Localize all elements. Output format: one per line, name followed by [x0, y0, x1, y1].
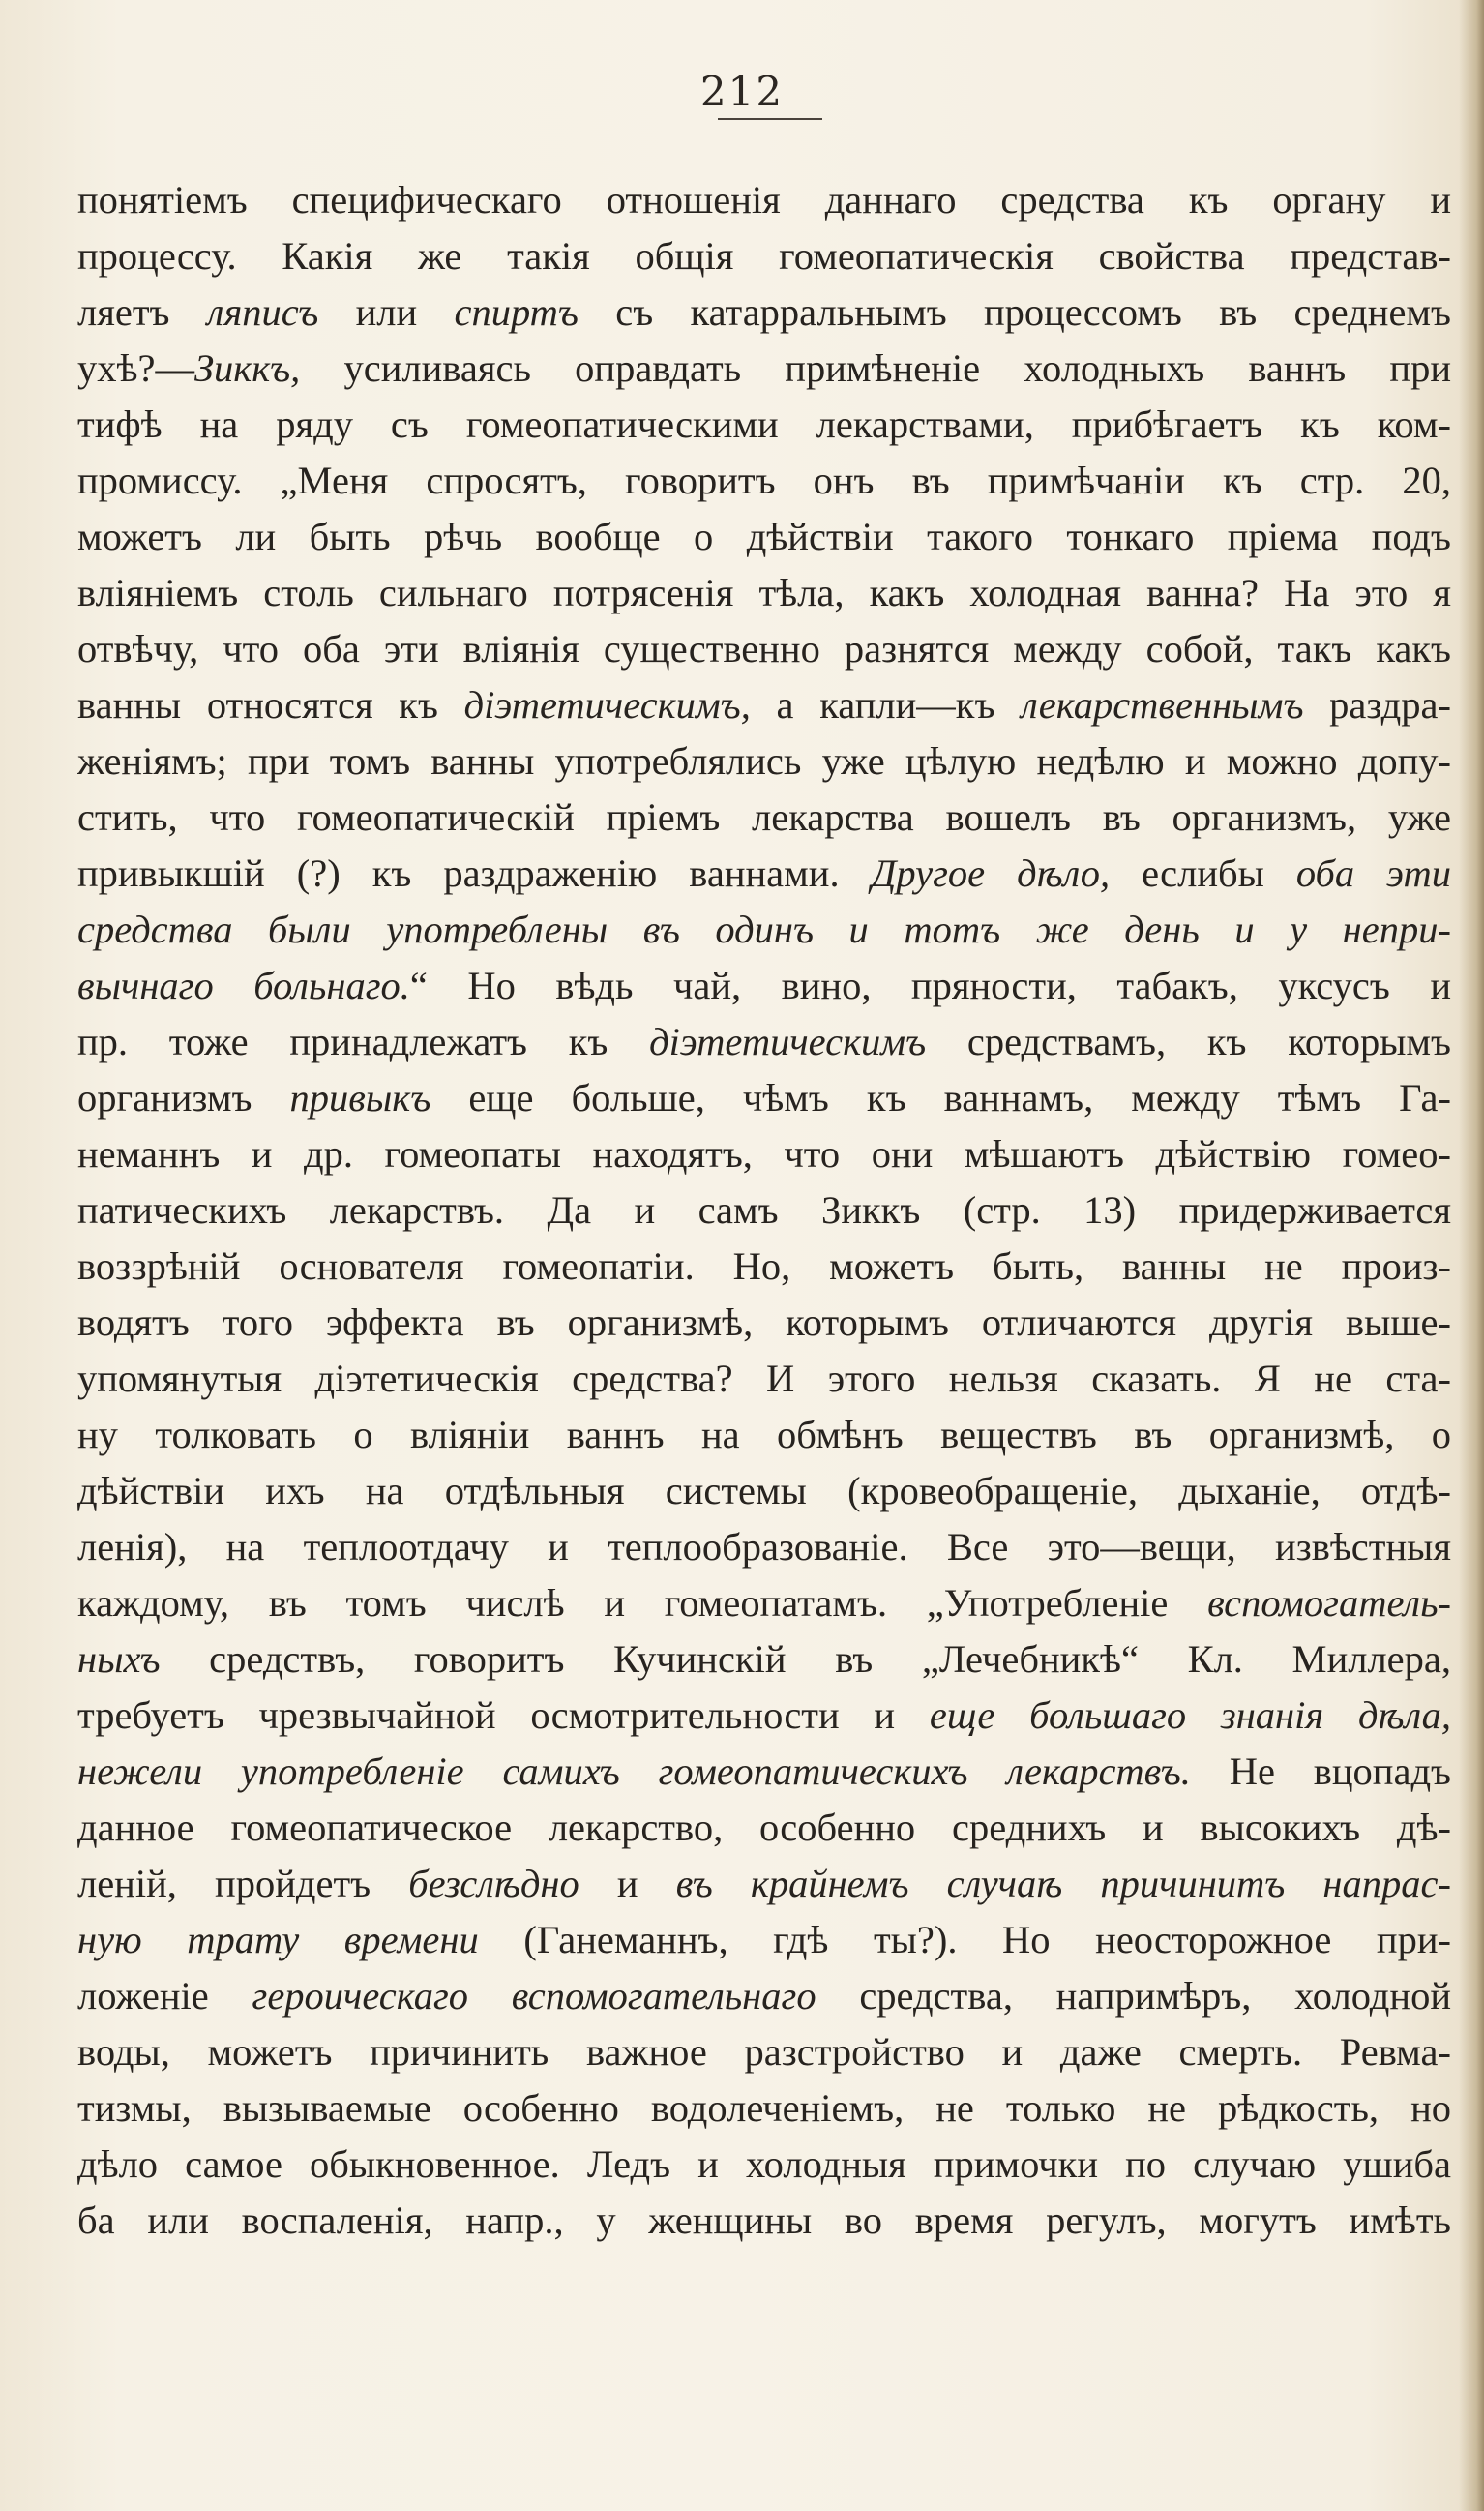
italic-text-segment: вычнаго больнаго.: [77, 964, 410, 1007]
text-line: [77, 1631, 1451, 1688]
text-line: [77, 1182, 1451, 1239]
text-segment: съ катарральнымъ процессомъ въ среднемъ: [578, 290, 1451, 334]
italic-text-segment: средства были употреблены въ одинъ и тотъ же день и у непри-: [77, 908, 1451, 951]
text-line: [77, 846, 1451, 902]
text-line: [77, 1856, 1451, 1912]
text-segment: Не вцопадъ: [1190, 1749, 1451, 1793]
text-line: [77, 1295, 1451, 1351]
text-segment: средствамъ, къ которымъ: [926, 1020, 1451, 1063]
text-line: [77, 2080, 1451, 2137]
text-segment: еслибы: [1110, 852, 1296, 895]
text-line: [77, 172, 1451, 228]
text-segment: ба или воспаленія, напр., у женщины во время регулъ, могутъ имѣть: [77, 2198, 1451, 2242]
italic-text-segment: въ крайнемъ случаѣ причинитъ напрас-: [675, 1862, 1451, 1905]
text-line: [77, 1744, 1451, 1800]
text-line: [77, 509, 1451, 565]
italic-text-segment: ную трату времени: [77, 1918, 479, 1961]
page-number: 212: [699, 68, 785, 115]
text-line: [77, 1519, 1451, 1575]
italic-text-segment: Зиккъ,: [193, 346, 301, 390]
text-segment: воды, можетъ причинить важное разстройство и даже смерть. Ревма-: [77, 2030, 1451, 2074]
text-segment: и: [579, 1862, 676, 1905]
italic-text-segment: лекарственнымъ: [1021, 683, 1304, 727]
page-number-rule: [718, 118, 822, 120]
text-line: [77, 341, 1451, 397]
text-segment: ну толковать о вліяніи ваннъ на обмѣнъ веществъ въ организмѣ, о: [77, 1413, 1451, 1456]
text-segment: вліяніемъ столь сильнаго потрясенія тѣла, какъ холодная ванна? На это я: [77, 571, 1451, 614]
text-segment: леній, пройдетъ: [77, 1862, 409, 1905]
text-segment: организмъ: [77, 1076, 290, 1120]
text-segment: данное гомеопатическое лекарство, особенно среднихъ и высокихъ дѣ-: [77, 1806, 1451, 1849]
text-segment: процессу. Какія же такія общія гомеопатическія свойства представ-: [77, 234, 1451, 278]
text-segment: привыкшій (?) къ раздраженію ваннами.: [77, 852, 872, 895]
italic-text-segment: привыкъ: [289, 1076, 431, 1120]
italic-text-segment: Другое дѣло,: [871, 852, 1111, 895]
text-segment: ванны относятся къ: [77, 683, 464, 727]
text-segment: дѣйствіи ихъ на отдѣльныя системы (кровеобращеніе, дыханіе, отдѣ-: [77, 1469, 1451, 1512]
text-segment: упомянутыя діэтетическія средства? И этого нельзя сказать. Я не ста-: [77, 1357, 1451, 1400]
text-line: [77, 1351, 1451, 1407]
text-line: [77, 733, 1451, 790]
page-edge-shadow: [1459, 0, 1484, 2511]
text-line: [77, 1688, 1451, 1744]
text-line: [77, 1407, 1451, 1463]
text-segment: или: [318, 290, 455, 334]
text-segment: ляетъ: [77, 290, 207, 334]
text-line: [77, 2137, 1451, 2193]
text-line: [77, 902, 1451, 958]
text-line: [77, 1800, 1451, 1856]
text-line: [77, 1463, 1451, 1519]
text-segment: каждому, въ томъ числѣ и гомеопатамъ. „Употребленіе: [77, 1581, 1208, 1625]
italic-text-segment: оба эти: [1295, 852, 1451, 895]
text-segment: ленія), на теплоотдачу и теплообразованіе. Все это—вещи, извѣстныя: [77, 1525, 1451, 1569]
text-line: [77, 228, 1451, 284]
text-segment: неманнъ и др. гомеопаты находятъ, что они мѣшаютъ дѣйствію гомео-: [77, 1132, 1451, 1176]
text-segment: ложеніе: [77, 1974, 252, 2018]
text-line: [77, 1014, 1451, 1070]
italic-text-segment: діэтетическимъ,: [463, 683, 751, 727]
italic-text-segment: ляписъ: [206, 290, 319, 334]
text-segment: отвѣчу, что оба эти вліянія существенно разнятся между собой, такъ какъ: [77, 627, 1451, 671]
italic-text-segment: вспомогатель-: [1207, 1581, 1451, 1625]
italic-text-segment: безслѣдно: [408, 1862, 579, 1905]
text-line: [77, 284, 1451, 341]
text-segment: женіямъ; при томъ ванны употреблялись уже цѣлую недѣлю и можно допу-: [77, 739, 1451, 783]
text-segment: стить, что гомеопатическій пріемъ лекарства вошелъ въ организмъ, уже: [77, 795, 1451, 839]
italic-text-segment: еще большаго знанія дѣла,: [929, 1693, 1451, 1737]
text-segment: средства, напримѣръ, холодной: [816, 1974, 1451, 2018]
text-line: [77, 1239, 1451, 1295]
text-segment: тифѣ на ряду съ гомеопатическими лекарствами, прибѣгаетъ къ ком-: [77, 403, 1451, 446]
text-segment: пр. тоже принадлежатъ къ: [77, 1020, 650, 1063]
text-segment: усиливаясь оправдать примѣненіе холодныхъ ваннъ при: [300, 346, 1451, 390]
body-text: [77, 172, 1451, 2249]
text-segment: тизмы, вызываемые особенно водолеченіемъ, не только не рѣдкость, но: [77, 2086, 1451, 2130]
text-line: [77, 397, 1451, 453]
italic-text-segment: діэтетическимъ: [649, 1020, 927, 1063]
italic-text-segment: героическаго вспомогательнаго: [252, 1974, 816, 2018]
text-line: [77, 1912, 1451, 1968]
text-line: [77, 790, 1451, 846]
text-segment: можетъ ли быть рѣчь вообще о дѣйствіи такого тонкаго пріема подъ: [77, 515, 1451, 558]
text-line: [77, 1968, 1451, 2024]
text-line: [77, 565, 1451, 621]
text-segment: (Ганеманнъ, гдѣ ты?). Но неосторожное при-: [478, 1918, 1451, 1961]
text-segment: раздра-: [1303, 683, 1451, 727]
text-line: [77, 621, 1451, 677]
italic-text-segment: нежели употребленіе самихъ гомеопатическихъ лекарствъ.: [77, 1749, 1191, 1793]
text-segment: промиссу. „Меня спросятъ, говоритъ онъ въ примѣчаніи къ стр. 20,: [77, 459, 1451, 502]
text-line: [77, 958, 1451, 1014]
text-segment: еще больше, чѣмъ къ ваннамъ, между тѣмъ Га-: [430, 1076, 1451, 1120]
text-segment: средствъ, говоритъ Кучинскій въ „Лечебникѣ“ Кл. Миллера,: [160, 1637, 1451, 1681]
text-segment: “ Но вѣдь чай, вино, пряности, табакъ, уксусъ и: [409, 964, 1451, 1007]
text-segment: патическихъ лекарствъ. Да и самъ Зиккъ (стр. 13) придерживается: [77, 1188, 1451, 1232]
text-segment: воззрѣній основателя гомеопатіи. Но, можетъ быть, ванны не произ-: [77, 1244, 1451, 1288]
italic-text-segment: спиртъ: [454, 290, 579, 334]
text-line: [77, 1070, 1451, 1126]
text-segment: дѣло самое обыкновенное. Ледъ и холодныя примочки по случаю ушиба: [77, 2142, 1451, 2186]
text-line: [77, 2024, 1451, 2080]
text-line: [77, 453, 1451, 509]
text-segment: требуетъ чрезвычайной осмотрительности и: [77, 1693, 930, 1737]
italic-text-segment: ныхъ: [77, 1637, 161, 1681]
text-line: [77, 677, 1451, 733]
text-segment: ухѣ?—: [77, 346, 194, 390]
text-segment: водятъ того эффекта въ организмѣ, которымъ отличаются другія выше-: [77, 1300, 1451, 1344]
text-segment: а капли—къ: [750, 683, 1022, 727]
text-line: [77, 1126, 1451, 1182]
text-line: [77, 1575, 1451, 1631]
text-line: [77, 2193, 1451, 2249]
text-segment: понятіемъ специфическаго отношенія даннаго средства къ органу и: [77, 178, 1451, 222]
